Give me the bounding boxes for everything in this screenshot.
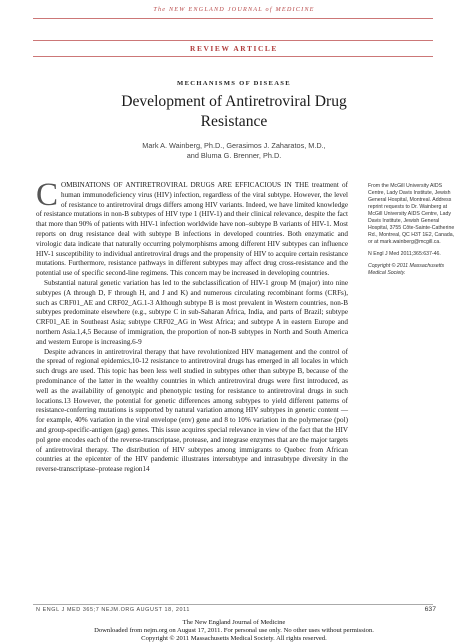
running-head: The NEW ENGLAND JOURNAL of MEDICINE bbox=[153, 6, 315, 13]
article-kicker: MECHANISMS OF DISEASE bbox=[177, 80, 291, 87]
article-title bbox=[0, 92, 468, 132]
paragraph-1 bbox=[36, 177, 348, 279]
download-line-1: The New England Journal of Medicine bbox=[182, 619, 286, 626]
copyright-note: Copyright © 2011 Massachusetts Medical Society. bbox=[368, 263, 445, 276]
page-number: 637 bbox=[424, 606, 436, 613]
download-notice bbox=[0, 619, 468, 643]
authors-line-1: Mark A. Wainberg, Ph.D., Gerasimos J. Zaharatos, M.D., bbox=[142, 141, 326, 150]
author-list bbox=[0, 141, 468, 161]
footer-rule bbox=[33, 604, 433, 605]
section-tag: REVIEW ARTICLE bbox=[190, 44, 278, 53]
drop-cap: C bbox=[36, 177, 59, 213]
paragraph-2: Substantial natural genetic variation has led to the subclassification of HIV-1 group M (major) into nine subtypes (A through D, F through H, and J and K) and numerous circulating recombinant forms (CRFs), such as CRF01_AE and CRF02_AG.1-3 Although subtype B is most prevalent in Western countries, non-B subtypes predominate elsewhere (e.g., subtype C in sub-Saharan Africa, India, and parts of Brazil; subtype CRF01_AE in Southeast Asia; subtype CRF02_AG in West Africa; and subtype A in eastern Europe and northern Asia.1,4,5 Because of immigration, the proportion of non-B subtypes in North and South America and western Europe is increasing.6-9 bbox=[36, 278, 348, 346]
title-line-1: Development of Antiretroviral Drug bbox=[121, 93, 347, 110]
citation: N Engl J Med 2011;365:637-46. bbox=[368, 251, 441, 257]
sidebar bbox=[368, 183, 456, 282]
author-affiliation: From the McGill University AIDS Centre, Lady Davis Institute, Jewish General Hospital, Montreal. Address reprint requests to Dr. Wainberg at McGill University AIDS Centre, Lady Davis Institute, Jewish General Hospital, 3755 Côte-Sainte-Catherine Rd., Montreal, QC H3T 1E2, Canada, or at mark.wainberg@mcgill.ca. bbox=[368, 183, 455, 245]
paragraph-3: Despite advances in antiretroviral therapy that have revolutionized HIV management and the control of the spread of regional epidemics,10-12 resistance to antiretroviral drugs has emerged in all locales in which such drugs are used. This topic has been less well studied in subtypes other than subtype B, because of the predominance of the latter in the wealthy countries in which antiretroviral drugs were first introduced, as well as the availability of genotypic and phenotypic testing for resistance to antiretroviral drugs in such locations.13 However, the potential for genetic differences among subtypes to yield different patterns of resistance-conferring mutations is supported by natural variation among HIV subtypes in genetic content — for example, 40% variation in the viral envelope (env) gene and 8 to 10% variation in the polymerase (pol) and group-specific-antigen (gag) genes. This issue acquires special relevance in view of the fact that the HIV pol gene encodes each of the reverse-transcriptase, protease, and integrase enzymes that are the major targets of antiretroviral therapy. The distribution of HIV subtypes among immigrants to Quebec from African countries at the epicenter of the HIV pandemic illustrates intersubtype and intrasubtype diversity in the reverse-transcriptase–protease region14 bbox=[36, 347, 348, 474]
download-line-3: Copyright © 2011 Massachusetts Medical Society. All rights reserved. bbox=[141, 635, 327, 642]
article-body bbox=[36, 177, 348, 475]
title-line-2: Resistance bbox=[200, 113, 268, 130]
section-rule-top bbox=[33, 40, 433, 41]
authors-line-2: and Bluma G. Brenner, Ph.D. bbox=[186, 151, 282, 160]
paragraph-1-text: OMBINATIONS OF ANTIRETROVIRAL DRUGS ARE EFFICACIOUS IN THE treatment of human immunodeficiency virus (HIV) infection, regardless of the viral subtype. However, the level of resistance to antiretroviral drugs differs among HIV variants. Indeed, we have limited knowledge of resistance mutations in non-B subtypes of HIV type 1 (HIV-1) and their clinical relevance, despite the fact that more than 90% of patients with HIV-1 infection worldwide have non–subtype B variants of HIV-1. Most reports on drug resistance deal with subtype B infections in developed countries. Both enzymatic and virologic data indicate that naturally occurring polymorphisms among different HIV subtypes can influence HIV-1 susceptibility to individual antiretroviral drugs and the propensity of HIV to acquire certain resistance mutations. Furthermore, resistance pathways in different subtypes may affect drug cross-resistance and the potential use of specific second-line regimens. This concern may be increased in developing countries. bbox=[36, 181, 348, 278]
footer-journal-line: N ENGL J MED 365;7 NEJM.ORG AUGUST 18, 2011 bbox=[36, 607, 190, 613]
section-rule-bottom bbox=[33, 56, 433, 57]
download-line-2: Downloaded from nejm.org on August 17, 2011. For personal use only. No other uses without permission. bbox=[94, 627, 374, 634]
top-rule bbox=[33, 18, 433, 19]
